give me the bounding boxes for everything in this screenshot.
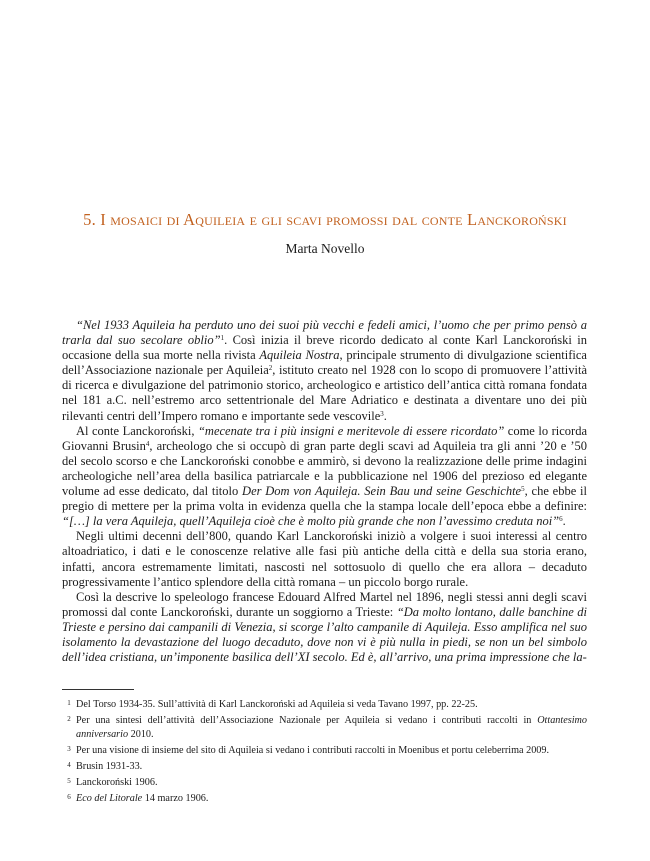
paragraph-text: , principale strumento di divulgazione scientifica dell’Associazione nazionale per Aquileia xyxy=(62,348,587,378)
footnote-ref-5[interactable]: 5 xyxy=(521,485,525,494)
footnote-5 xyxy=(62,775,587,790)
footnote-ref-4[interactable]: 4 xyxy=(145,439,150,448)
paragraph-text: , archeologo che si occupò di gran parte degli scavi ad Aquileia tra gli anni ’20 e ’50 del secolo scorso e che Lanckoroński conobbe e ammirò, si devono la realizzazione delle prime indagini archeologiche nell’area della basilica patriarcale e la pubblicazione nel 1906 del prezioso ed elegante volume ad esse dedicato, dal titolo xyxy=(62,438,588,499)
body-text xyxy=(62,318,587,665)
book-title: Der Dom von Aquileja. Sein Bau und seine Geschichte xyxy=(242,484,522,499)
paragraph-2 xyxy=(62,424,587,530)
footnote-number: 1 xyxy=(67,699,71,707)
journal-title: Aquileia Nostra xyxy=(259,348,340,363)
footnote-1 xyxy=(62,697,587,712)
quote: “Da molto lontano, dalle banchine di Trieste e persino dai campanili di Venezia, si scorge l’alto campanile di Aquileja. Esso amplifica nel suo isolamento la devastazione del luogo decaduto, dove non vi è più nulla in piedi, se non un bel simbolo dell’idea cristiana, un’imponente basilica dell’XI secolo. Ed è, all’arrivo, una prima impressione che la- xyxy=(62,604,587,665)
quote: “mecenate tra i più insigni e meritevole di essere ricordato” xyxy=(197,423,505,438)
footnotes xyxy=(62,697,587,807)
footnote-number: 2 xyxy=(67,715,71,724)
footnote-ref-2[interactable]: 2 xyxy=(268,364,273,373)
chapter-title: 5. I mosaici di Aquileia e gli scavi promossi dal conte Lanckoroński xyxy=(83,210,567,229)
footnote-divider xyxy=(62,689,134,690)
paragraph-text: come lo ricorda Giovanni Brusin xyxy=(62,423,587,453)
footnote-4 xyxy=(62,759,587,774)
footnote-text: Lanckoroński 1906. xyxy=(76,776,158,788)
footnote-text: 2010. xyxy=(128,728,154,740)
author-name: Marta Novello xyxy=(285,241,365,256)
footnote-number: 5 xyxy=(67,776,71,785)
paragraph-4 xyxy=(62,590,587,665)
paragraph-text: . Così inizia il breve ricordo dedicato al conte Karl Lanckoroński in occasione della sua morte nella rivista xyxy=(62,333,587,363)
footnote-text: Per una sintesi dell’attività dell’Associazione Nazionale per Aquileia si vedano i contributi raccolti in xyxy=(76,715,538,727)
footnote-6 xyxy=(62,791,587,806)
footnote-ref-6[interactable]: 6 xyxy=(559,515,563,524)
paragraph-text: , istituto creato nel 1928 con lo scopo di promuovere l’attività di ricerca e divulgazione del patrimonio storico, archeologico e artistico dell’antica città romana fondata nel 181 a.C. nell’estremo arco settentrionale del Mare Adriatico e destinata a diventare uno dei più rilevanti centri dell’Impero romano e importante sede vescovile xyxy=(62,363,587,423)
footnote-number: 6 xyxy=(67,793,71,802)
footnote-italic: Eco del Litorale xyxy=(76,793,143,805)
paragraph-text: . xyxy=(383,408,387,423)
footnote-text: 14 marzo 1906. xyxy=(142,793,209,805)
paragraph-text: Così la descrive lo speleologo francese Edouard Alfred Martel nel 1896, negli stessi anni degli scavi promossi dal conte Lanckoroński, durante un soggiorno a Trieste: xyxy=(62,589,587,619)
paragraph-text: Al conte Lanckoroński, xyxy=(76,423,198,438)
footnote-text: Brusin 1931-33. xyxy=(76,760,143,772)
quote: “Nel 1933 Aquileia ha perduto uno dei suoi più vecchi e fedeli amici, l’uomo che per primo pensò a trarla dal suo secolare oblio” xyxy=(62,318,587,348)
footnote-text: Del Torso 1934-35. Sull’attività di Karl Lanckoroński ad Aquileia si veda Tavano 1997, pp. 22-25. xyxy=(76,699,478,710)
footnote-3 xyxy=(62,743,587,758)
paragraph-text: , che ebbe il pregio di mettere per la prima volta in evidenza quella che la stampa locale dell’epoca ebbe a definire: xyxy=(62,484,588,514)
footnote-number: 3 xyxy=(67,744,71,753)
footnote-ref-1[interactable]: 1 xyxy=(220,334,225,343)
footnote-text: Per una visione di insieme del sito di Aquileia si vedano i contributi raccolti in Moenibus et portu celeberrima 2009. xyxy=(76,744,550,756)
footnote-number: 4 xyxy=(67,760,71,769)
paragraph-1 xyxy=(62,318,587,424)
footnote-ref-3[interactable]: 3 xyxy=(380,409,384,418)
quote: “[…] la vera Aquileja, quell’Aquileja cioè che è molto più grande che non l’avessimo creduta noi” xyxy=(62,514,560,529)
footnote-2 xyxy=(62,713,587,741)
footnote-italic: Ottantesimo anniversario xyxy=(76,715,587,740)
paragraph-3: Negli ultimi decenni dell’800, quando Karl Lanckoroński iniziò a volgere i suoi interessi al centro altoadriatico, i dati e le conoscenze relative alle fasi più antiche della città e della sua storia erano, infatti, ancora estremamente limitati, nascosti nel sottosuolo di quello che era allora – decaduto progressivamente l’antico splendore della città romana – un piccolo borgo rurale. xyxy=(62,529,587,589)
paragraph-text: . xyxy=(562,514,566,529)
